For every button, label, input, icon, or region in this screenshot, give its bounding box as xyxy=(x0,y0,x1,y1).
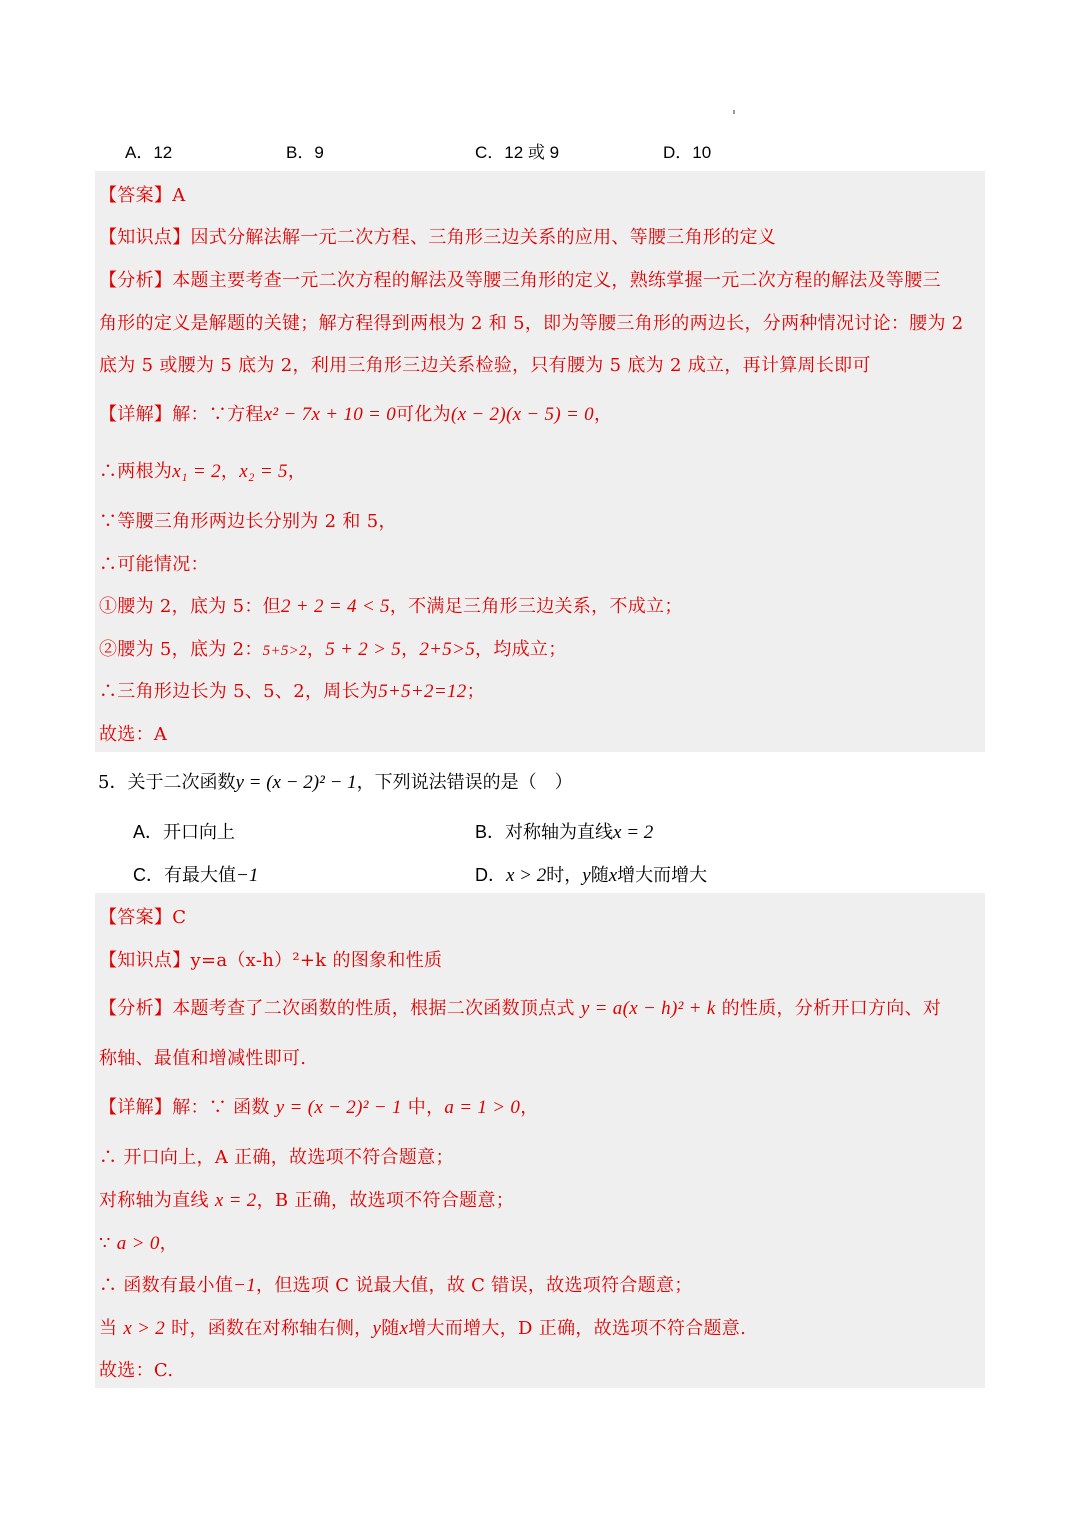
q4-case1: ①腰为 2，底为 5：但2 + 2 = 4 < 5，不满足三角形三边关系，不成立； xyxy=(99,596,683,617)
q4-option-b: B．9 xyxy=(286,143,324,162)
q4-knowledge: 【知识点】因式分解法解一元二次方程、三角形三边关系的应用、等腰三角形的定义 xyxy=(99,227,777,248)
q5-line5: 当 x > 2 时，函数在对称轴右侧，y随x增大而增大，D 正确，故选项不符合题意. xyxy=(99,1318,747,1339)
q4-case2: ②腰为 5，底为 2：5+5>2，5 + 2 > 5，2+5>5，均成立； xyxy=(99,639,567,660)
q4-sides: ∵等腰三角形两边长分别为 2 和 5， xyxy=(99,511,397,532)
q5-stem: 5．关于二次函数y = (x − 2)² − 1，下列说法错误的是（ ） xyxy=(98,772,573,793)
q4-analysis-line3: 底为 5 或腰为 5 底为 2，利用三角形三边关系检验，只有腰为 5 底为 2 成立，再计算周长即可 xyxy=(99,355,871,376)
q5-detail: 【详解】解：∵ 函数 y = (x − 2)² − 1 中，a = 1 > 0， xyxy=(99,1097,539,1118)
q4-detail: 【详解】解：∵方程x² − 7x + 10 = 0可化为(x − 2)(x − 5) = 0， xyxy=(99,404,613,425)
q5-analysis-line2: 称轴、最值和增减性即可. xyxy=(99,1048,307,1069)
q5-line1: ∴ 开口向上，A 正确，故选项不符合题意； xyxy=(99,1147,454,1168)
q5-line3: ∵ a > 0， xyxy=(99,1233,178,1254)
q4-analysis-line1: 【分析】本题主要考查一元二次方程的解法及等腰三角形的定义，熟练掌握一元二次方程的解法及等腰三 xyxy=(99,270,941,291)
q4-roots: ∴两根为x₁ = 2，x₂ = 5， xyxy=(99,461,307,482)
q5-option-b: B．对称轴为直线x = 2 xyxy=(475,822,654,843)
q4-solution-box xyxy=(95,171,985,752)
q5-solution-box xyxy=(95,893,985,1388)
q4-answer: 【答案】A xyxy=(99,185,186,206)
q4-analysis-line2: 角形的定义是解题的关键；解方程得到两根为 2 和 5，即为等腰三角形的两边长，分两种情况讨论：腰为 2 xyxy=(99,313,964,334)
q4-cases: ∴可能情况： xyxy=(99,554,209,575)
q4-option-c: C．12 或 9 xyxy=(475,143,560,162)
page-mark xyxy=(733,110,735,114)
q5-option-a: A．开口向上 xyxy=(133,822,236,843)
q5-answer: 【答案】C xyxy=(99,907,187,928)
q4-choose: 故选：A xyxy=(99,724,168,745)
q5-line4: ∴ 函数有最小值−1，但选项 C 说最大值，故 C 错误，故选项符合题意； xyxy=(99,1275,693,1296)
q5-knowledge: 【知识点】y=a（x-h）²+k 的图象和性质 xyxy=(99,950,443,971)
q4-option-d: D．10 xyxy=(663,143,712,162)
q5-choose: 故选：C. xyxy=(99,1360,174,1381)
q5-line2: 对称轴为直线 x = 2，B 正确，故选项不符合题意； xyxy=(99,1190,515,1211)
q5-option-d: D．x > 2时，y随x增大而增大 xyxy=(475,865,708,886)
q4-option-a: A．12 xyxy=(125,143,173,162)
q5-analysis-line1: 【分析】本题考查了二次函数的性质，根据二次函数顶点式 y = a(x − h)² + k 的性质，分析开口方向、对 xyxy=(99,998,942,1019)
q5-option-c: C．有最大值−1 xyxy=(133,865,259,886)
q4-perimeter: ∴三角形边长为 5、5、2，周长为5+5+2=12； xyxy=(99,681,485,702)
